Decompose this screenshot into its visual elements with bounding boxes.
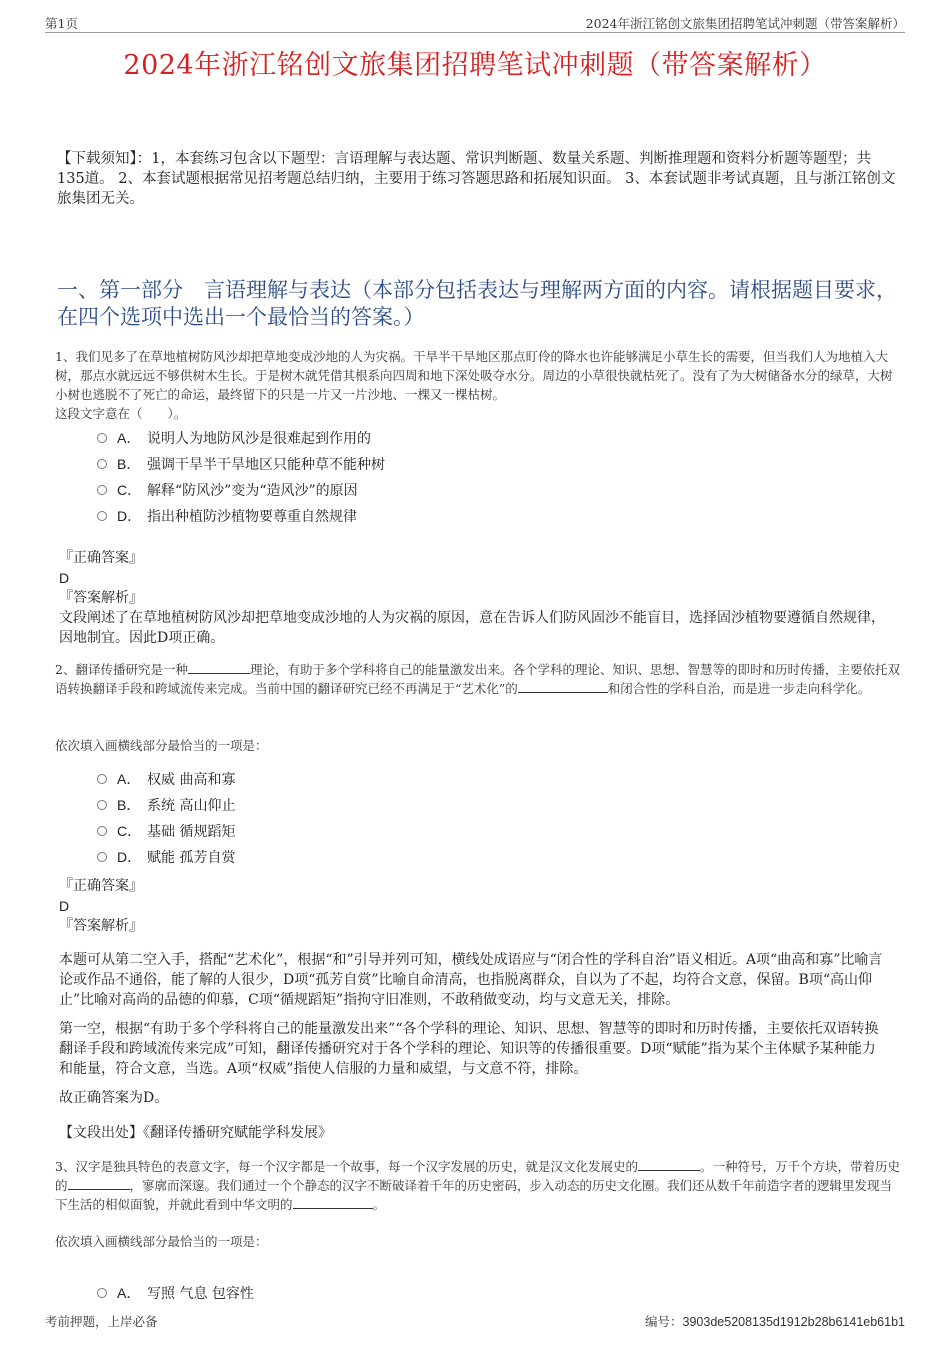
radio-icon[interactable]	[97, 826, 107, 836]
question-2-stem-part3: 和闭合性的学科自治，而是进一步走向科学化。	[607, 681, 871, 696]
option-text: 解释“防风沙”变为“造风沙”的原因	[147, 483, 358, 499]
question-2-conclusion: 故正确答案为D。	[59, 1090, 169, 1106]
option-text: 强调干旱半干旱地区只能种草不能种树	[147, 457, 385, 473]
page-header	[45, 12, 905, 33]
radio-icon[interactable]	[97, 774, 107, 784]
fill-blank[interactable]	[293, 1195, 373, 1209]
footer-code-value: 3903de5208135d1912b28b6141eb61b1	[682, 1315, 905, 1329]
question-3-prompt: 依次填入画横线部分最恰当的一项是：	[55, 1234, 268, 1249]
question-2-options	[97, 766, 235, 870]
question-1-option-d[interactable]	[97, 503, 385, 529]
option-text: 说明人为地防风沙是很难起到作用的	[147, 431, 371, 447]
question-2-answer-block	[59, 876, 889, 936]
question-3-stem-part1: 3、汉字是独具特色的表意文字，每一个汉字都是一个故事，每一个汉字发展的历史，就是汉文化发展史的	[55, 1159, 638, 1174]
question-2-option-b[interactable]	[97, 792, 235, 818]
question-1-option-b[interactable]	[97, 451, 385, 477]
option-text: 赋能 孤芳自赏	[147, 850, 236, 866]
option-text: 权威 曲高和寡	[147, 772, 236, 788]
question-2-prompt: 依次填入画横线部分最恰当的一项是：	[55, 738, 268, 753]
radio-icon[interactable]	[97, 433, 107, 443]
option-letter: D．	[117, 849, 142, 865]
question-1-text	[55, 347, 900, 423]
radio-icon[interactable]	[97, 852, 107, 862]
header-doc-title: 2024年浙江铭创文旅集团招聘笔试冲刺题（带答案解析）	[585, 16, 905, 31]
radio-icon[interactable]	[97, 485, 107, 495]
question-2-analysis-p2: 第一空，根据“有助于多个学科将自己的能量激发出来”“各个学科的理论、知识、思想、智慧等的即时和历时传播，主要依托双语转换翻译手段和跨域流传来完成”可知，翻译传播研究对于各个学科的理论、知识等的传播很重要。D项“赋能”指为某个主体赋予某种能力和能量，符合文意，当选。A项“权威”指使人信服的力量和威望，与文意不符，排除。	[59, 1021, 879, 1077]
fill-blank[interactable]	[68, 1176, 130, 1190]
correct-answer-label: 『正确答案』	[59, 878, 143, 894]
question-3-option-a[interactable]	[97, 1280, 254, 1306]
radio-icon[interactable]	[97, 511, 107, 521]
question-2-stem-part2: 理论，有助于多个学科将自己的能量激发出来。各个学科的理论、知识、思想、智慧等的即时和历时传播，主要依托双语转换翻译手段和跨域流传来完成。当前中国的翻译研究已经不再满足于“艺术化”的	[55, 662, 900, 696]
option-letter: C．	[117, 823, 142, 839]
option-letter: C．	[117, 482, 142, 498]
question-2-text	[55, 660, 900, 698]
question-1-option-c[interactable]	[97, 477, 385, 503]
option-text: 写照 气息 包容性	[147, 1286, 254, 1302]
fill-blank[interactable]	[188, 660, 250, 674]
question-2-option-c[interactable]	[97, 818, 235, 844]
analysis-label: 『答案解析』	[59, 918, 143, 934]
correct-answer-value: D	[59, 570, 70, 586]
option-letter: A．	[117, 1285, 141, 1301]
option-text: 基础 循规蹈矩	[147, 824, 236, 840]
fill-blank[interactable]	[518, 679, 608, 693]
question-2-option-d[interactable]	[97, 844, 235, 870]
question-3-text	[55, 1157, 900, 1214]
option-letter: B．	[117, 797, 141, 813]
page-number: 第1页	[45, 16, 78, 31]
document-title: 2024年浙江铭创文旅集团招聘笔试冲刺题（带答案解析）	[123, 50, 827, 81]
question-3-stem-part4: 。	[372, 1197, 386, 1212]
correct-answer-value: D	[59, 898, 70, 914]
option-letter: A．	[117, 771, 141, 787]
footer-slogan: 考前押题，上岸必备	[45, 1314, 158, 1329]
section-heading: 一、第一部分 言语理解与表达（本部分包括表达与理解两方面的内容。请根据题目要求，在四个选项中选出一个最恰当的答案。）	[57, 278, 897, 329]
question-1-stem: 1、我们见多了在草地植树防风沙却把草地变成沙地的人为灾祸。干旱半干旱地区那点盯伶的降水也许能够满足小草生长的需要，但当我们人为地植入大树，那点水就远远不够供树木生长。于是树木就凭借其根系向四周和地下深处吸夺水分。周边的小草很快就枯死了。没有了为大树储备水分的绿草，大树小树也逃脱不了死亡的命运，最终留下的只是一片又一片沙地、一棵又一棵枯树。	[55, 349, 893, 402]
analysis-label: 『答案解析』	[59, 590, 143, 606]
question-1-prompt: 这段文字意在（ ）。	[55, 406, 187, 421]
option-letter: D．	[117, 508, 142, 524]
option-text: 指出种植防沙植物要尊重自然规律	[147, 509, 357, 525]
question-1-option-a[interactable]	[97, 425, 385, 451]
analysis-text: 文段阐述了在草地植树防风沙却把草地变成沙地的人为灾祸的原因，意在告诉人们防风固沙不能盲目，选择固沙植物要遵循自然规律，因地制宜。因此D项正确。	[59, 610, 885, 646]
option-letter: A．	[117, 430, 141, 446]
footer-code-label: 编号：	[645, 1314, 683, 1329]
radio-icon[interactable]	[97, 800, 107, 810]
question-2-source: 【文段出处】《翻译传播研究赋能学科发展》	[59, 1125, 332, 1141]
question-3-options	[97, 1280, 254, 1306]
option-letter: B．	[117, 456, 141, 472]
radio-icon[interactable]	[97, 459, 107, 469]
question-1-options	[97, 425, 385, 529]
question-3-stem-part2: 。一种符号，万千个方块，带着历史的	[55, 1159, 900, 1193]
radio-icon[interactable]	[97, 1288, 107, 1298]
correct-answer-label: 『正确答案』	[59, 550, 143, 566]
footer-code	[645, 1312, 905, 1330]
option-text: 系统 高山仰止	[147, 798, 236, 814]
fill-blank[interactable]	[638, 1157, 700, 1171]
question-2-stem-part1: 2、翻译传播研究是一种	[55, 662, 188, 677]
question-2-analysis-p1: 本题可从第二空入手，搭配“艺术化”，根据“和”引导并列可知，横线处成语应与“闭合性的学科自治”语义相近。A项“曲高和寡”比喻言论或作品不通俗，能了解的人很少，D项“孤芳自赏”比喻自命清高，也指脱离群众，自以为了不起，均符合文意，保留。B项“高山仰止”比喻对高尚的品德的仰慕，C项“循规蹈矩”指拘守旧准则，不敢稍做变动，均与文意无关，排除。	[59, 952, 883, 1008]
download-notice: 【下载须知】：1，本套练习包含以下题型：言语理解与表达题、常识判断题、数量关系题、判断推理题和资料分析题等题型；共135道。 2、本套试题根据常见招考题总结归纳，主要用于练习答题思路和拓展知识面。 3、本套试题非考试真题，且与浙江铭创文旅集团无关。	[57, 151, 896, 207]
question-3-stem-part3: ，寥廓而深邃。我们通过一个个静态的汉字不断破译着千年的历史密码，步入动态的历史文化圈。我们还从数千年前造字者的逻辑里发现当下生活的相似面貌，并就此看到中华文明的	[55, 1178, 893, 1212]
question-2-option-a[interactable]	[97, 766, 235, 792]
question-1-answer-block	[59, 548, 889, 648]
